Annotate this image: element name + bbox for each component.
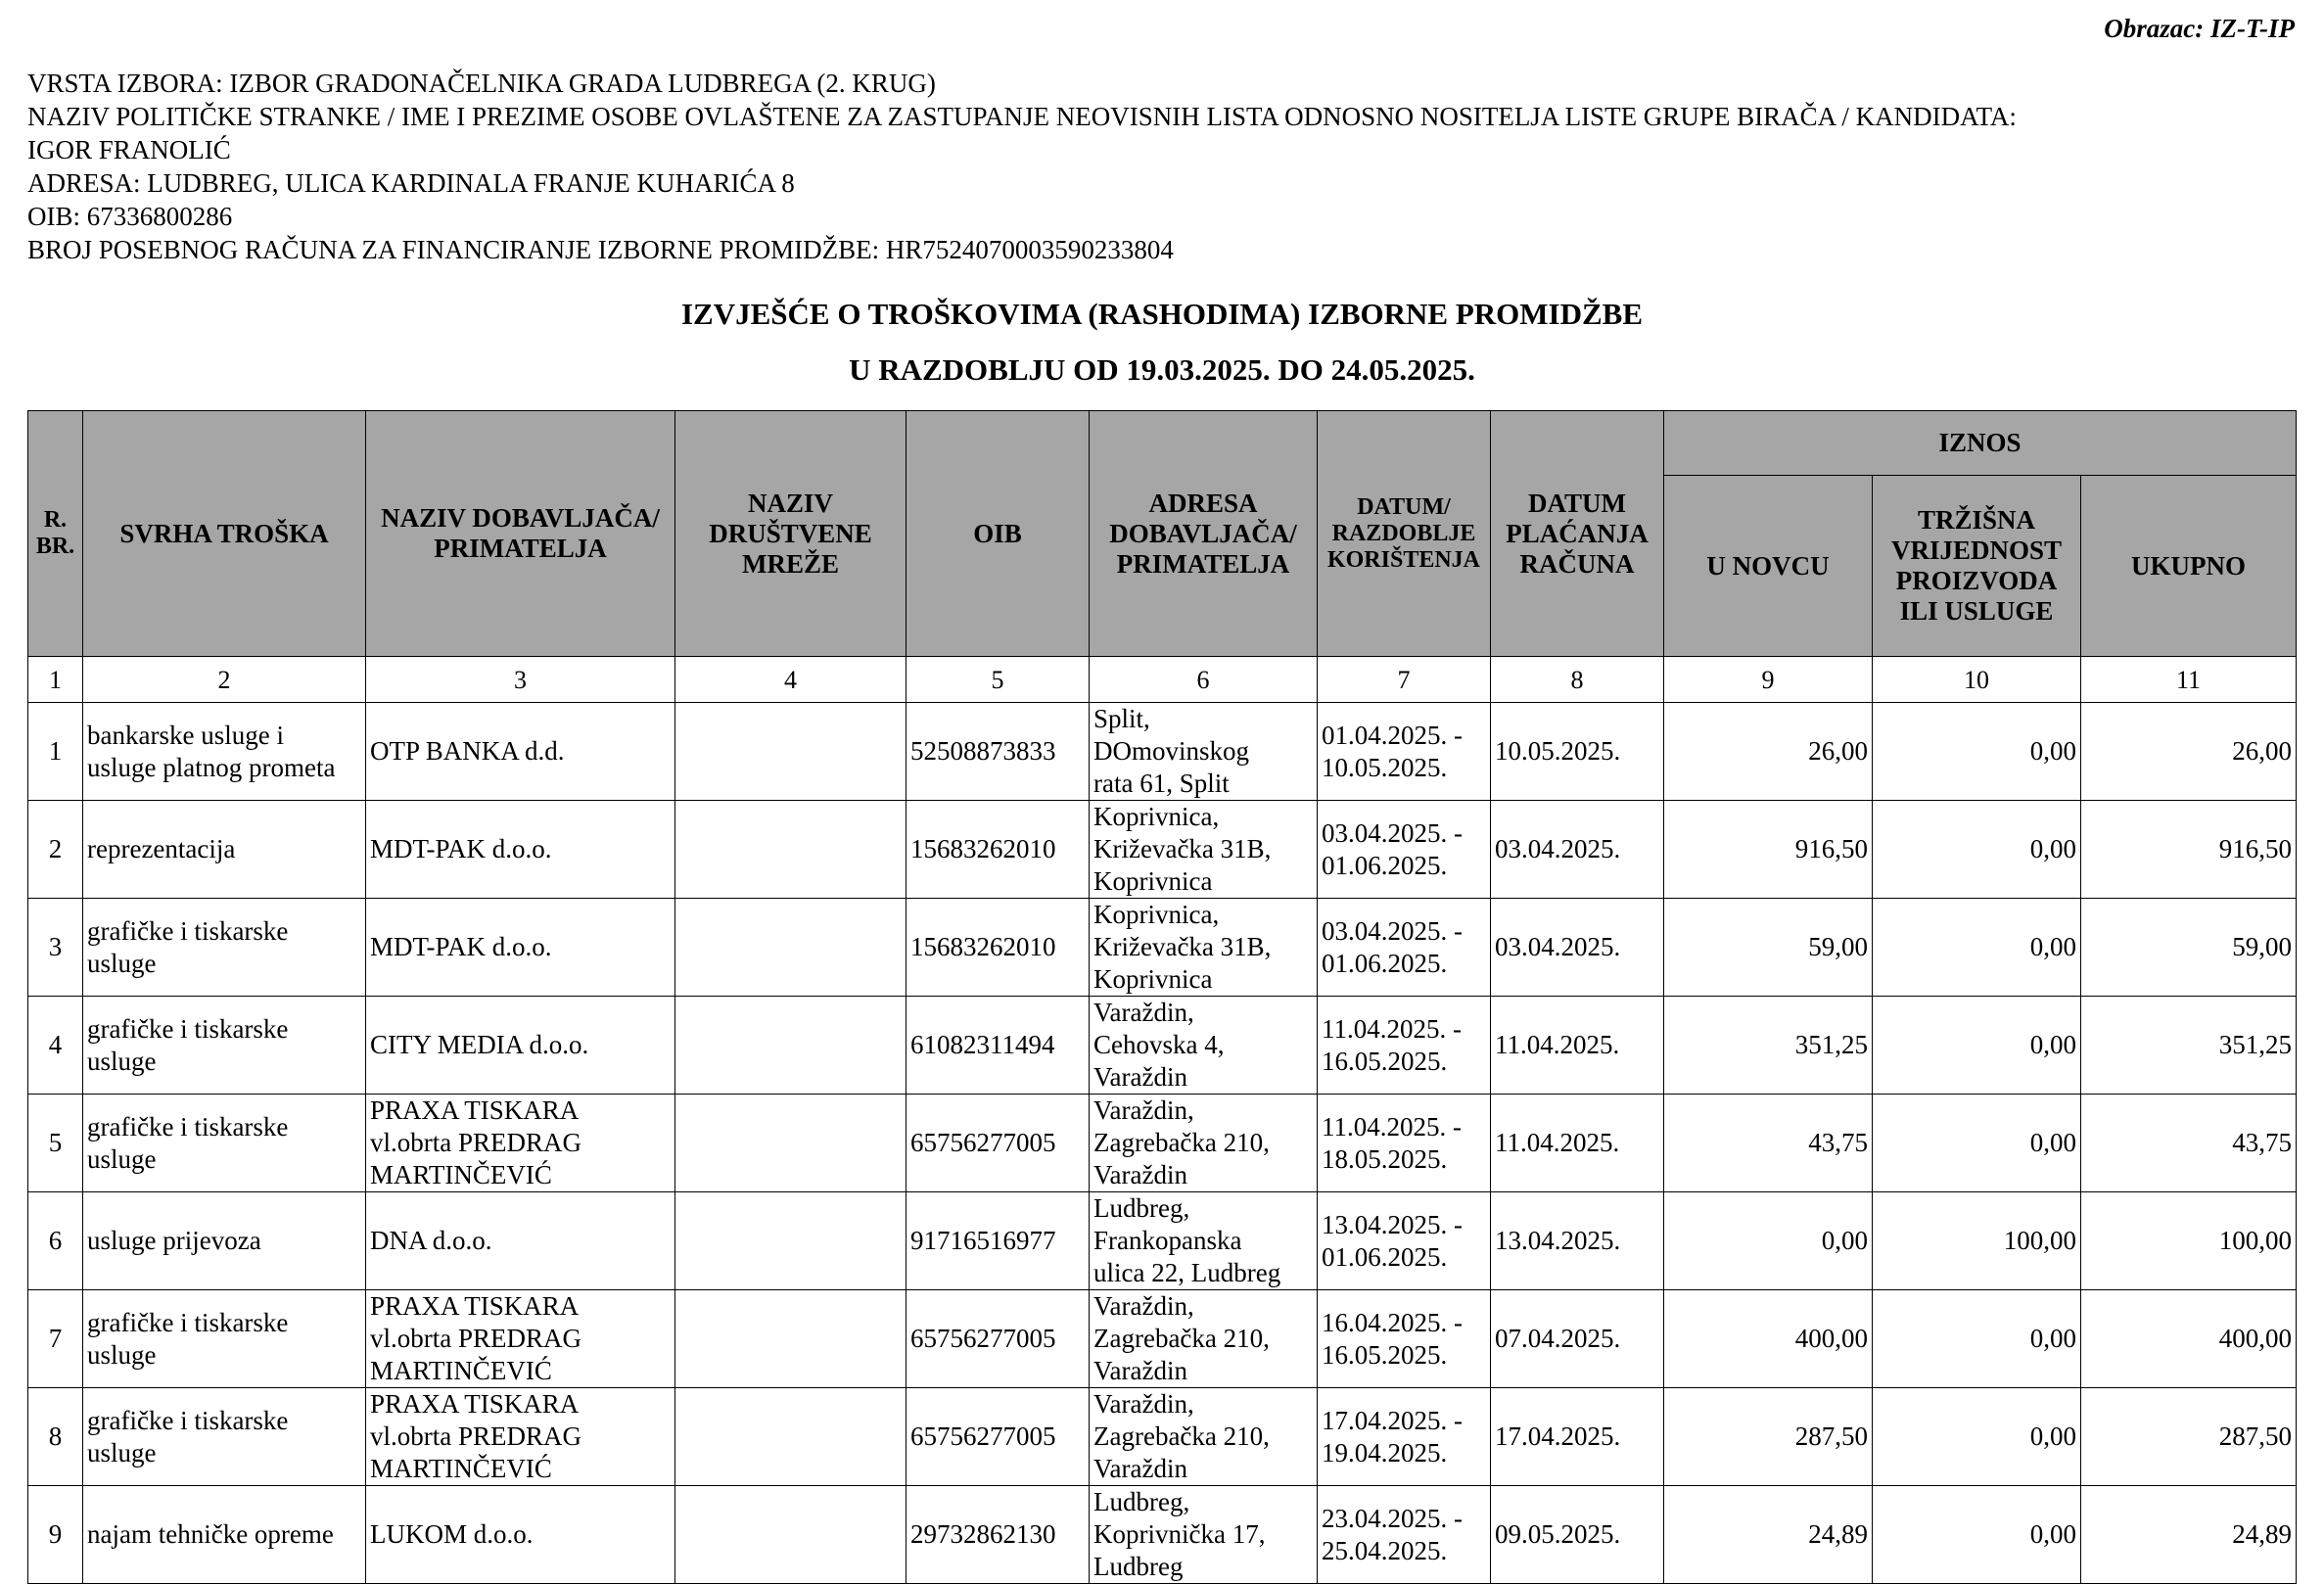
- cell-mreza: [675, 1192, 906, 1290]
- cell-razdoblje: 01.04.2025. - 10.05.2025.: [1318, 703, 1491, 801]
- cell-trzisna: 0,00: [1873, 997, 2081, 1095]
- election-type: VRSTA IZBORA: IZBOR GRADONAČELNIKA GRADA LUDBREGA (2. KRUG): [27, 69, 936, 98]
- table-row: [28, 1486, 2297, 1584]
- cell-ukupno: 59,00: [2081, 899, 2297, 997]
- cell-adresa: Split, DOmovinskog rata 61, Split: [1090, 703, 1318, 801]
- cell-oib: 65756277005: [906, 1095, 1090, 1192]
- col-header-iznos: IZNOS: [1664, 411, 2297, 476]
- column-number: 3: [366, 657, 675, 703]
- expense-table: [27, 410, 2297, 1584]
- cell-oib: 15683262010: [906, 899, 1090, 997]
- cell-oib: 91716516977: [906, 1192, 1090, 1290]
- col-header-u-novcu: U NOVCU: [1664, 476, 1873, 657]
- column-number: 11: [2081, 657, 2297, 703]
- cell-mreza: [675, 1290, 906, 1388]
- cell-placanje: 07.04.2025.: [1491, 1290, 1664, 1388]
- cell-dobavljac: PRAXA TISKARA vl.obrta PREDRAG MARTINČEVIĆ: [366, 1290, 675, 1388]
- cell-oib: 61082311494: [906, 997, 1090, 1095]
- cell-razdoblje: 11.04.2025. - 18.05.2025.: [1318, 1095, 1491, 1192]
- cell-trzisna: 0,00: [1873, 1388, 2081, 1486]
- cell-adresa: Varaždin, Zagrebačka 210, Varaždin: [1090, 1388, 1318, 1486]
- cell-adresa: Ludbreg, Frankopanska ulica 22, Ludbreg: [1090, 1192, 1318, 1290]
- cell-svrha: grafičke i tiskarske usluge: [83, 1388, 366, 1486]
- cell-adresa: Varaždin, Zagrebačka 210, Varaždin: [1090, 1290, 1318, 1388]
- cell-trzisna: 100,00: [1873, 1192, 2081, 1290]
- cell-trzisna: 0,00: [1873, 1095, 2081, 1192]
- column-number: 9: [1664, 657, 1873, 703]
- cell-trzisna: 0,00: [1873, 801, 2081, 899]
- cell-dobavljac: PRAXA TISKARA vl.obrta PREDRAG MARTINČEVIĆ: [366, 1095, 675, 1192]
- cell-razdoblje: 03.04.2025. - 01.06.2025.: [1318, 899, 1491, 997]
- cell-u-novcu: 26,00: [1664, 703, 1873, 801]
- cell-mreza: [675, 1486, 906, 1584]
- cell-u-novcu: 43,75: [1664, 1095, 1873, 1192]
- party-label: NAZIV POLITIČKE STRANKE / IME I PREZIME OSOBE OVLAŠTENE ZA ZASTUPANJE NEOVISNIH LISTA ODNOSNO NOSITELJA LISTE GRUPE BIRAČA / KANDIDATA:: [27, 102, 2017, 131]
- column-number: 6: [1090, 657, 1318, 703]
- cell-rbr: 7: [28, 1290, 83, 1388]
- cell-rbr: 1: [28, 703, 83, 801]
- cell-trzisna: 0,00: [1873, 899, 2081, 997]
- cell-oib: 65756277005: [906, 1290, 1090, 1388]
- col-header-razdoblje: DATUM/ RAZDOBLJE KORIŠTENJA: [1318, 411, 1491, 657]
- cell-adresa: Koprivnica, Križevačka 31B, Koprivnica: [1090, 899, 1318, 997]
- cell-svrha: bankarske usluge i usluge platnog prometa: [83, 703, 366, 801]
- cell-razdoblje: 16.04.2025. - 16.05.2025.: [1318, 1290, 1491, 1388]
- cell-razdoblje: 17.04.2025. - 19.04.2025.: [1318, 1388, 1491, 1486]
- col-header-mreza: NAZIV DRUŠTVENE MREŽE: [675, 411, 906, 657]
- candidate-name: IGOR FRANOLIĆ: [27, 135, 231, 164]
- cell-rbr: 4: [28, 997, 83, 1095]
- cell-svrha: grafičke i tiskarske usluge: [83, 1095, 366, 1192]
- col-header-adresa: ADRESA DOBAVLJAČA/ PRIMATELJA: [1090, 411, 1318, 657]
- cell-dobavljac: DNA d.o.o.: [366, 1192, 675, 1290]
- table-row: [28, 1388, 2297, 1486]
- column-number-row: [28, 657, 2297, 703]
- oib: OIB: 67336800286: [27, 202, 233, 231]
- cell-trzisna: 0,00: [1873, 1290, 2081, 1388]
- col-header-trzisna: TRŽIŠNA VRIJEDNOST PROIZVODA ILI USLUGE: [1873, 476, 2081, 657]
- cell-mreza: [675, 1388, 906, 1486]
- cell-razdoblje: 03.04.2025. - 01.06.2025.: [1318, 801, 1491, 899]
- cell-mreza: [675, 1095, 906, 1192]
- cell-placanje: 11.04.2025.: [1491, 1095, 1664, 1192]
- table-row: [28, 1290, 2297, 1388]
- report-period: U RAZDOBLJU OD 19.03.2025. DO 24.05.2025.: [849, 352, 1475, 387]
- col-header-rbr: R. BR.: [28, 411, 83, 657]
- cell-placanje: 03.04.2025.: [1491, 801, 1664, 899]
- cell-ukupno: 43,75: [2081, 1095, 2297, 1192]
- table-row: [28, 997, 2297, 1095]
- cell-razdoblje: 23.04.2025. - 25.04.2025.: [1318, 1486, 1491, 1584]
- cell-rbr: 2: [28, 801, 83, 899]
- cell-svrha: grafičke i tiskarske usluge: [83, 1290, 366, 1388]
- cell-mreza: [675, 899, 906, 997]
- cell-svrha: usluge prijevoza: [83, 1192, 366, 1290]
- cell-dobavljac: PRAXA TISKARA vl.obrta PREDRAG MARTINČEVIĆ: [366, 1388, 675, 1486]
- cell-trzisna: 0,00: [1873, 1486, 2081, 1584]
- cell-rbr: 6: [28, 1192, 83, 1290]
- cell-oib: 52508873833: [906, 703, 1090, 801]
- cell-oib: 65756277005: [906, 1388, 1090, 1486]
- cell-adresa: Varaždin, Zagrebačka 210, Varaždin: [1090, 1095, 1318, 1192]
- cell-u-novcu: 400,00: [1664, 1290, 1873, 1388]
- account-number: BROJ POSEBNOG RAČUNA ZA FINANCIRANJE IZBORNE PROMIDŽBE: HR7524070003590233804: [27, 235, 1174, 264]
- cell-u-novcu: 59,00: [1664, 899, 1873, 997]
- cell-placanje: 11.04.2025.: [1491, 997, 1664, 1095]
- column-number: 1: [28, 657, 83, 703]
- table-row: [28, 899, 2297, 997]
- cell-svrha: grafičke i tiskarske usluge: [83, 899, 366, 997]
- cell-rbr: 9: [28, 1486, 83, 1584]
- cell-placanje: 09.05.2025.: [1491, 1486, 1664, 1584]
- document-header: [27, 67, 2017, 266]
- cell-u-novcu: 24,89: [1664, 1486, 1873, 1584]
- cell-mreza: [675, 801, 906, 899]
- column-number: 7: [1318, 657, 1491, 703]
- table-row: [28, 1095, 2297, 1192]
- cell-razdoblje: 13.04.2025. - 01.06.2025.: [1318, 1192, 1491, 1290]
- cell-u-novcu: 916,50: [1664, 801, 1873, 899]
- cell-trzisna: 0,00: [1873, 703, 2081, 801]
- cell-ukupno: 24,89: [2081, 1486, 2297, 1584]
- cell-rbr: 5: [28, 1095, 83, 1192]
- report-title: IZVJEŠĆE O TROŠKOVIMA (RASHODIMA) IZBORNE PROMIDŽBE: [680, 297, 1644, 331]
- col-header-dobavljac: NAZIV DOBAVLJAČA/ PRIMATELJA: [366, 411, 675, 657]
- cell-ukupno: 351,25: [2081, 997, 2297, 1095]
- cell-dobavljac: MDT-PAK d.o.o.: [366, 801, 675, 899]
- cell-placanje: 03.04.2025.: [1491, 899, 1664, 997]
- col-header-svrha: SVRHA TROŠKA: [83, 411, 366, 657]
- cell-u-novcu: 351,25: [1664, 997, 1873, 1095]
- col-header-ukupno: UKUPNO: [2081, 476, 2297, 657]
- cell-adresa: Ludbreg, Koprivnička 17, Ludbreg: [1090, 1486, 1318, 1584]
- cell-ukupno: 100,00: [2081, 1192, 2297, 1290]
- cell-svrha: najam tehničke opreme: [83, 1486, 366, 1584]
- cell-svrha: grafičke i tiskarske usluge: [83, 997, 366, 1095]
- col-header-oib: OIB: [906, 411, 1090, 657]
- cell-mreza: [675, 703, 906, 801]
- col-header-placanje: DATUM PLAĆANJA RAČUNA: [1491, 411, 1664, 657]
- cell-razdoblje: 11.04.2025. - 16.05.2025.: [1318, 997, 1491, 1095]
- cell-u-novcu: 0,00: [1664, 1192, 1873, 1290]
- form-code: Obrazac: IZ-T-IP: [2104, 14, 2295, 43]
- column-number: 4: [675, 657, 906, 703]
- cell-svrha: reprezentacija: [83, 801, 366, 899]
- cell-dobavljac: LUKOM d.o.o.: [366, 1486, 675, 1584]
- cell-u-novcu: 287,50: [1664, 1388, 1873, 1486]
- column-number: 5: [906, 657, 1090, 703]
- address: ADRESA: LUDBREG, ULICA KARDINALA FRANJE KUHARIĆA 8: [27, 168, 795, 198]
- cell-adresa: Varaždin, Cehovska 4, Varaždin: [1090, 997, 1318, 1095]
- column-number: 10: [1873, 657, 2081, 703]
- cell-ukupno: 287,50: [2081, 1388, 2297, 1486]
- cell-rbr: 8: [28, 1388, 83, 1486]
- cell-dobavljac: CITY MEDIA d.o.o.: [366, 997, 675, 1095]
- cell-placanje: 17.04.2025.: [1491, 1388, 1664, 1486]
- cell-dobavljac: OTP BANKA d.d.: [366, 703, 675, 801]
- cell-ukupno: 26,00: [2081, 703, 2297, 801]
- table-row: [28, 801, 2297, 899]
- column-number: 2: [83, 657, 366, 703]
- table-row: [28, 703, 2297, 801]
- cell-placanje: 10.05.2025.: [1491, 703, 1664, 801]
- column-number: 8: [1491, 657, 1664, 703]
- cell-ukupno: 916,50: [2081, 801, 2297, 899]
- cell-dobavljac: MDT-PAK d.o.o.: [366, 899, 675, 997]
- cell-mreza: [675, 997, 906, 1095]
- table-row: [28, 1192, 2297, 1290]
- cell-oib: 15683262010: [906, 801, 1090, 899]
- cell-rbr: 3: [28, 899, 83, 997]
- cell-oib: 29732862130: [906, 1486, 1090, 1584]
- cell-adresa: Koprivnica, Križevačka 31B, Koprivnica: [1090, 801, 1318, 899]
- cell-ukupno: 400,00: [2081, 1290, 2297, 1388]
- cell-placanje: 13.04.2025.: [1491, 1192, 1664, 1290]
